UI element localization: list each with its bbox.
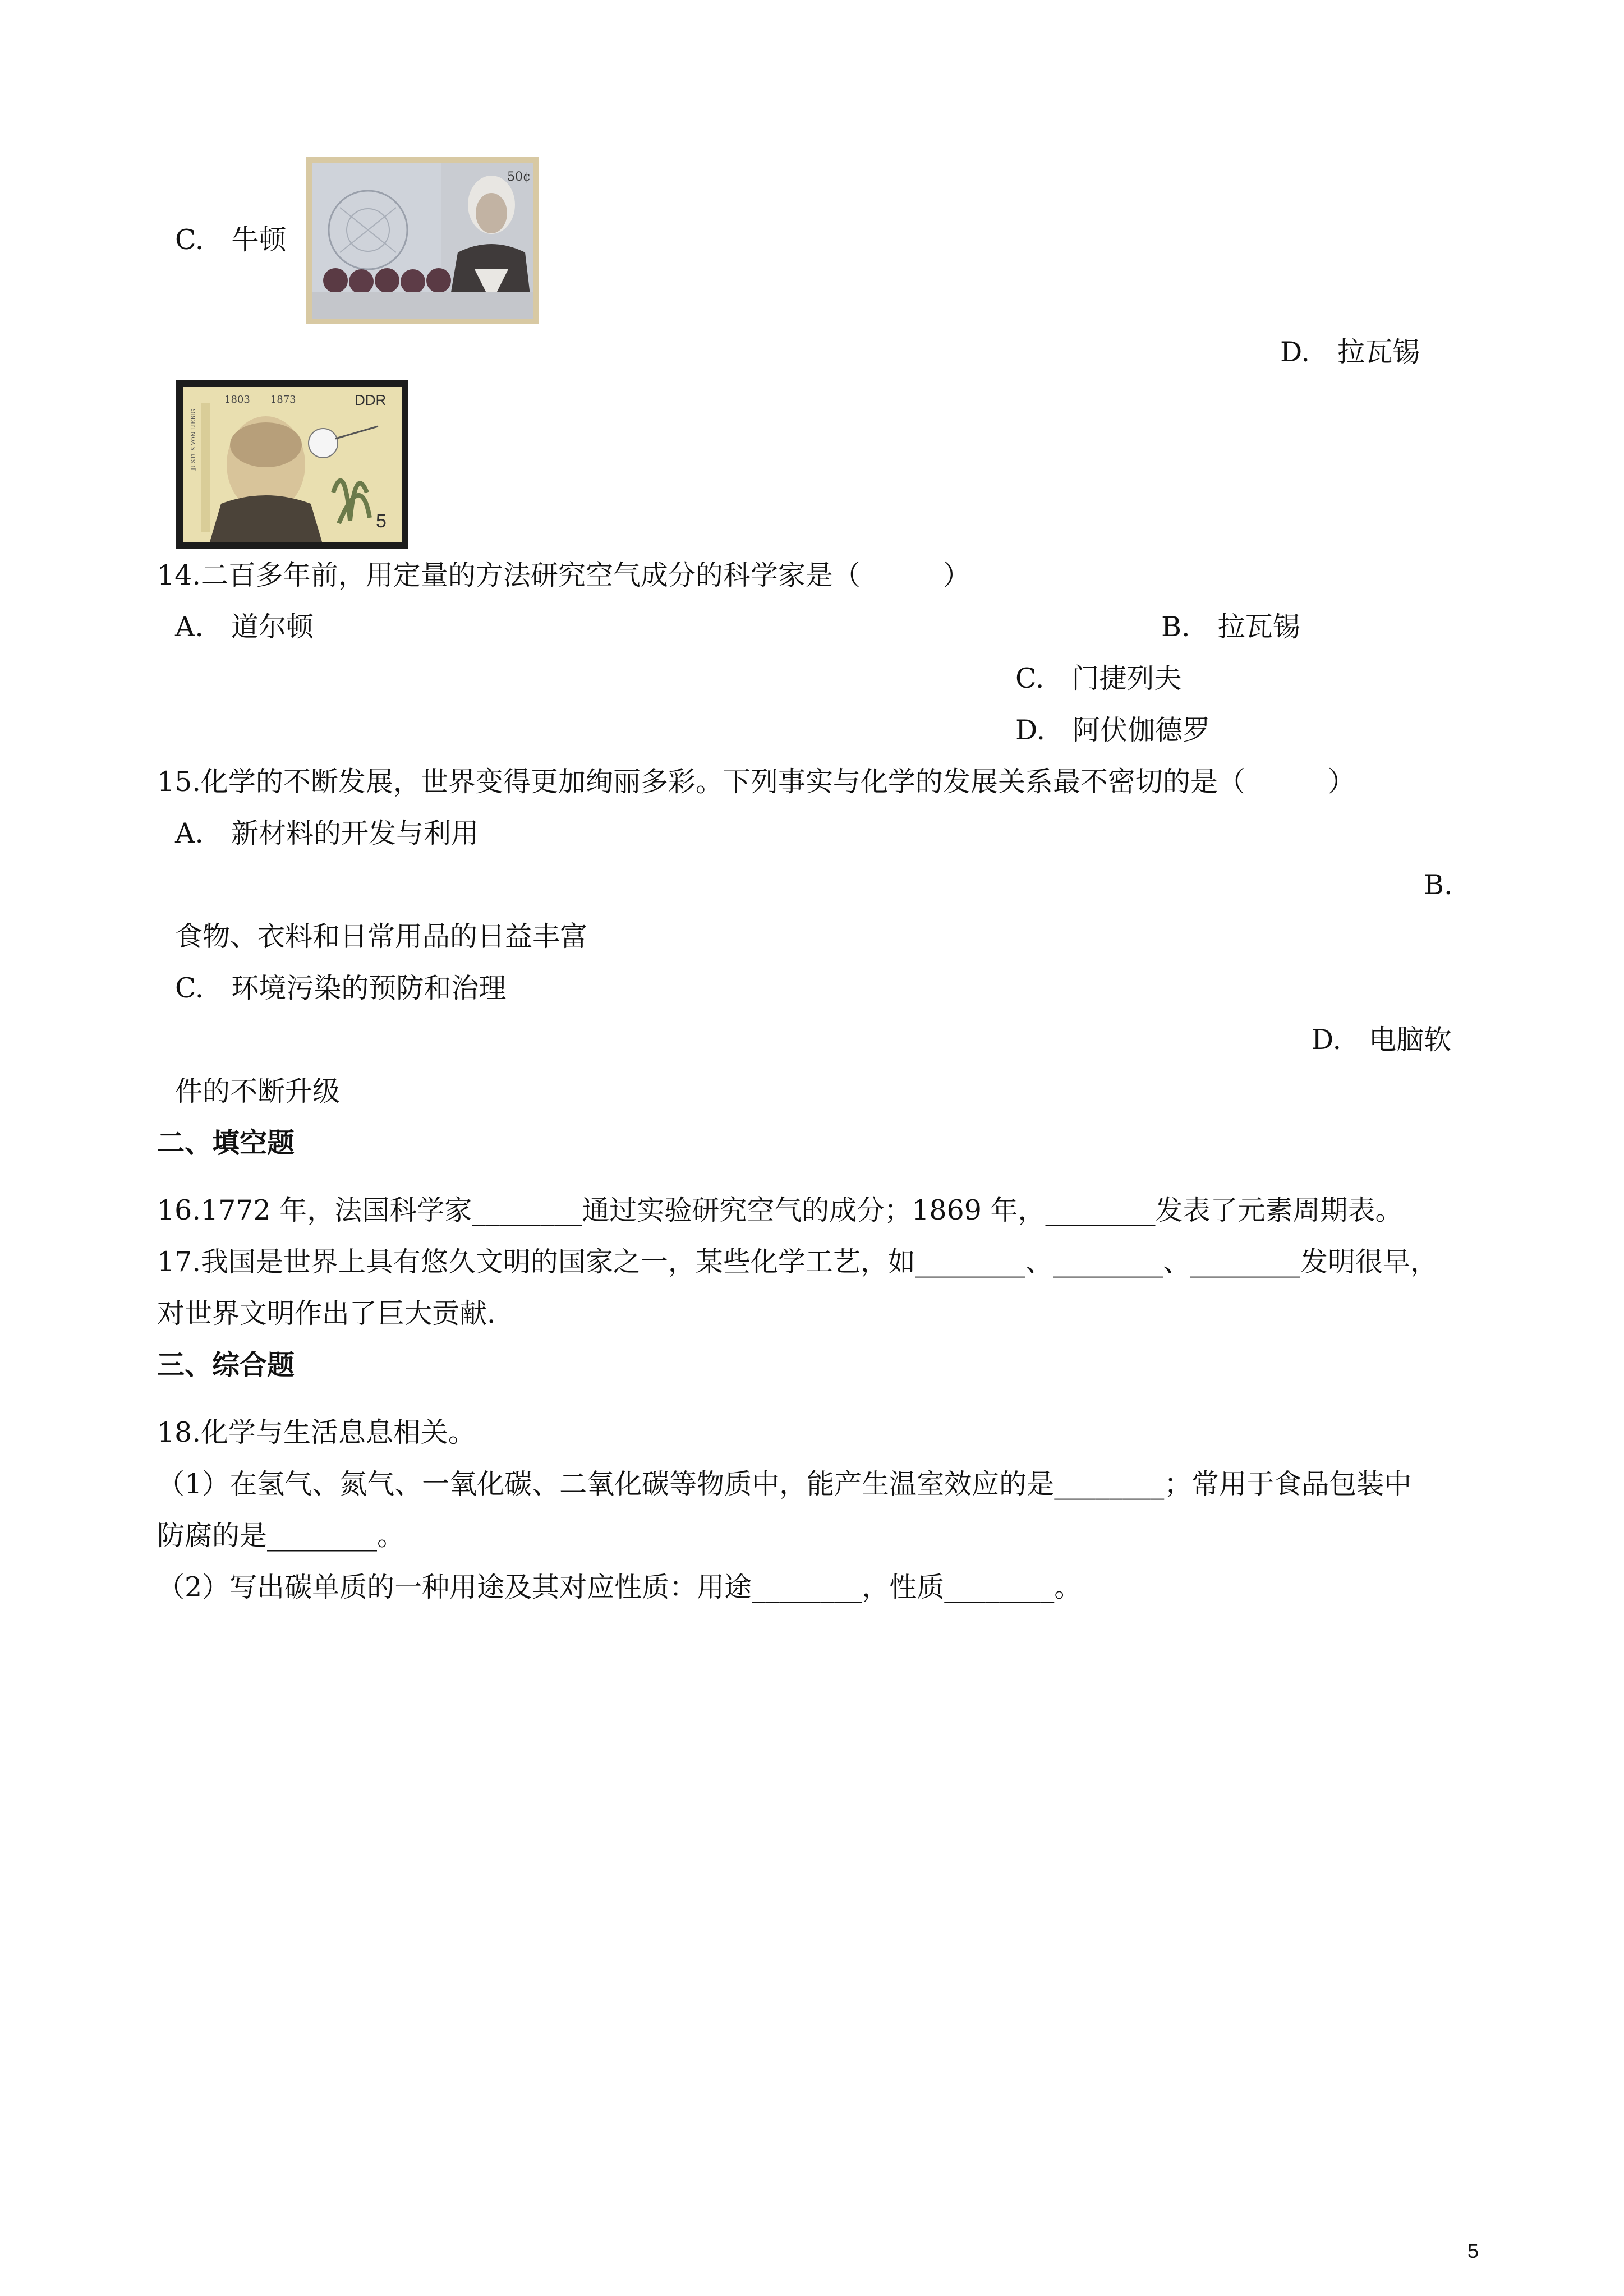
q18-sub2-part1: （2）写出碳单质的一种用途及其对应性质：用途: [157, 1571, 752, 1603]
q16-text: [157, 1194, 1403, 1227]
q15-option-d-head[interactable]: D. 电脑软: [1312, 1024, 1452, 1056]
q17-blank-1[interactable]: ________: [915, 1246, 1025, 1278]
q18-blank-2[interactable]: ________: [267, 1520, 378, 1552]
q14-option-c[interactable]: C. 门捷列夫: [1015, 662, 1182, 694]
q17-part2: 发明很早，: [1300, 1246, 1438, 1278]
q18-sub1-part1: （1）在氢气、氮气、一氧化碳、二氧化碳等物质中，能产生温室效应的是: [157, 1468, 1055, 1500]
page-number: 5: [1467, 2239, 1479, 2262]
q15-option-d-tail[interactable]: 件的不断升级: [175, 1075, 341, 1107]
q15-option-b-text[interactable]: 食物、衣料和日常用品的日益丰富: [175, 921, 588, 953]
q14-option-a[interactable]: A. 道尔顿: [175, 611, 314, 643]
liebig-stamp-name: JUSTUS VON LIEBIG: [191, 409, 197, 470]
q14-option-b[interactable]: B. 拉瓦锡: [1161, 611, 1300, 643]
q17-blank-2[interactable]: ________: [1052, 1246, 1163, 1278]
q17-part1: 17.我国是世界上具有悠久文明的国家之一，某些化学工艺，如: [157, 1246, 915, 1278]
q17-line-1: [157, 1245, 1438, 1279]
q18-sub2: [157, 1571, 1082, 1604]
q18-stem: 18.化学与生活息息相关。: [157, 1416, 476, 1448]
q18-blank-1[interactable]: ________: [1054, 1468, 1165, 1500]
newton-stamp-value: 50¢: [507, 170, 531, 184]
q18-sub2-part3: 。: [1054, 1571, 1082, 1603]
q18-blank-3[interactable]: ________: [752, 1571, 862, 1603]
q16-blank-1[interactable]: ________: [472, 1194, 582, 1226]
q13-option-d[interactable]: D. 拉瓦锡: [1280, 336, 1420, 368]
q17-blank-3[interactable]: ________: [1190, 1246, 1300, 1278]
q17-sep-1: 、: [1025, 1246, 1053, 1278]
liebig-stamp-country: DDR: [355, 392, 387, 408]
q17-sep-2: 、: [1162, 1246, 1190, 1278]
q18-sub1-line2: [157, 1519, 404, 1553]
q14-option-d[interactable]: D. 阿伏伽德罗: [1015, 714, 1211, 746]
q16-part1: 16.1772 年，法国科学家: [157, 1194, 472, 1226]
q15-option-b-label[interactable]: B.: [1424, 869, 1453, 901]
newton-stamp-image: [306, 157, 539, 324]
q15-option-a[interactable]: A. 新材料的开发与利用: [175, 817, 479, 849]
q18-blank-4[interactable]: ________: [944, 1571, 1055, 1603]
q14-stem: 14.二百多年前，用定量的方法研究空气成分的科学家是（ ）: [157, 559, 970, 591]
q16-part3: 发表了元素周期表。: [1155, 1194, 1403, 1226]
q15-stem: 15.化学的不断发展，世界变得更加绚丽多彩。下列事实与化学的发展关系最不密切的是（ ）: [157, 766, 1355, 798]
q18-sub2-part2: ，性质: [862, 1571, 945, 1603]
liebig-stamp-value: 5: [376, 510, 387, 532]
q13-option-c[interactable]: C. 牛顿: [175, 224, 287, 256]
q18-sub1-line2-part2: 。: [377, 1520, 405, 1552]
q18-sub1-part2: ；常用于食品包装中: [1164, 1468, 1412, 1500]
section-title-fill-blank: 二、填空题: [157, 1127, 295, 1159]
q16-part2: 通过实验研究空气的成分；1869 年，: [582, 1194, 1046, 1226]
section-title-comprehensive: 三、综合题: [157, 1349, 295, 1381]
liebig-stamp-image: [176, 380, 408, 549]
q15-option-c[interactable]: C. 环境污染的预防和治理: [175, 972, 507, 1004]
q16-blank-2[interactable]: ________: [1045, 1194, 1156, 1226]
q18-sub1-line1: [157, 1467, 1411, 1501]
q17-line-2: 对世界文明作出了巨大贡献.: [157, 1297, 496, 1329]
liebig-stamp-years: 1803 1873: [224, 394, 296, 406]
q18-sub1-line2-part1: 防腐的是: [157, 1520, 268, 1552]
